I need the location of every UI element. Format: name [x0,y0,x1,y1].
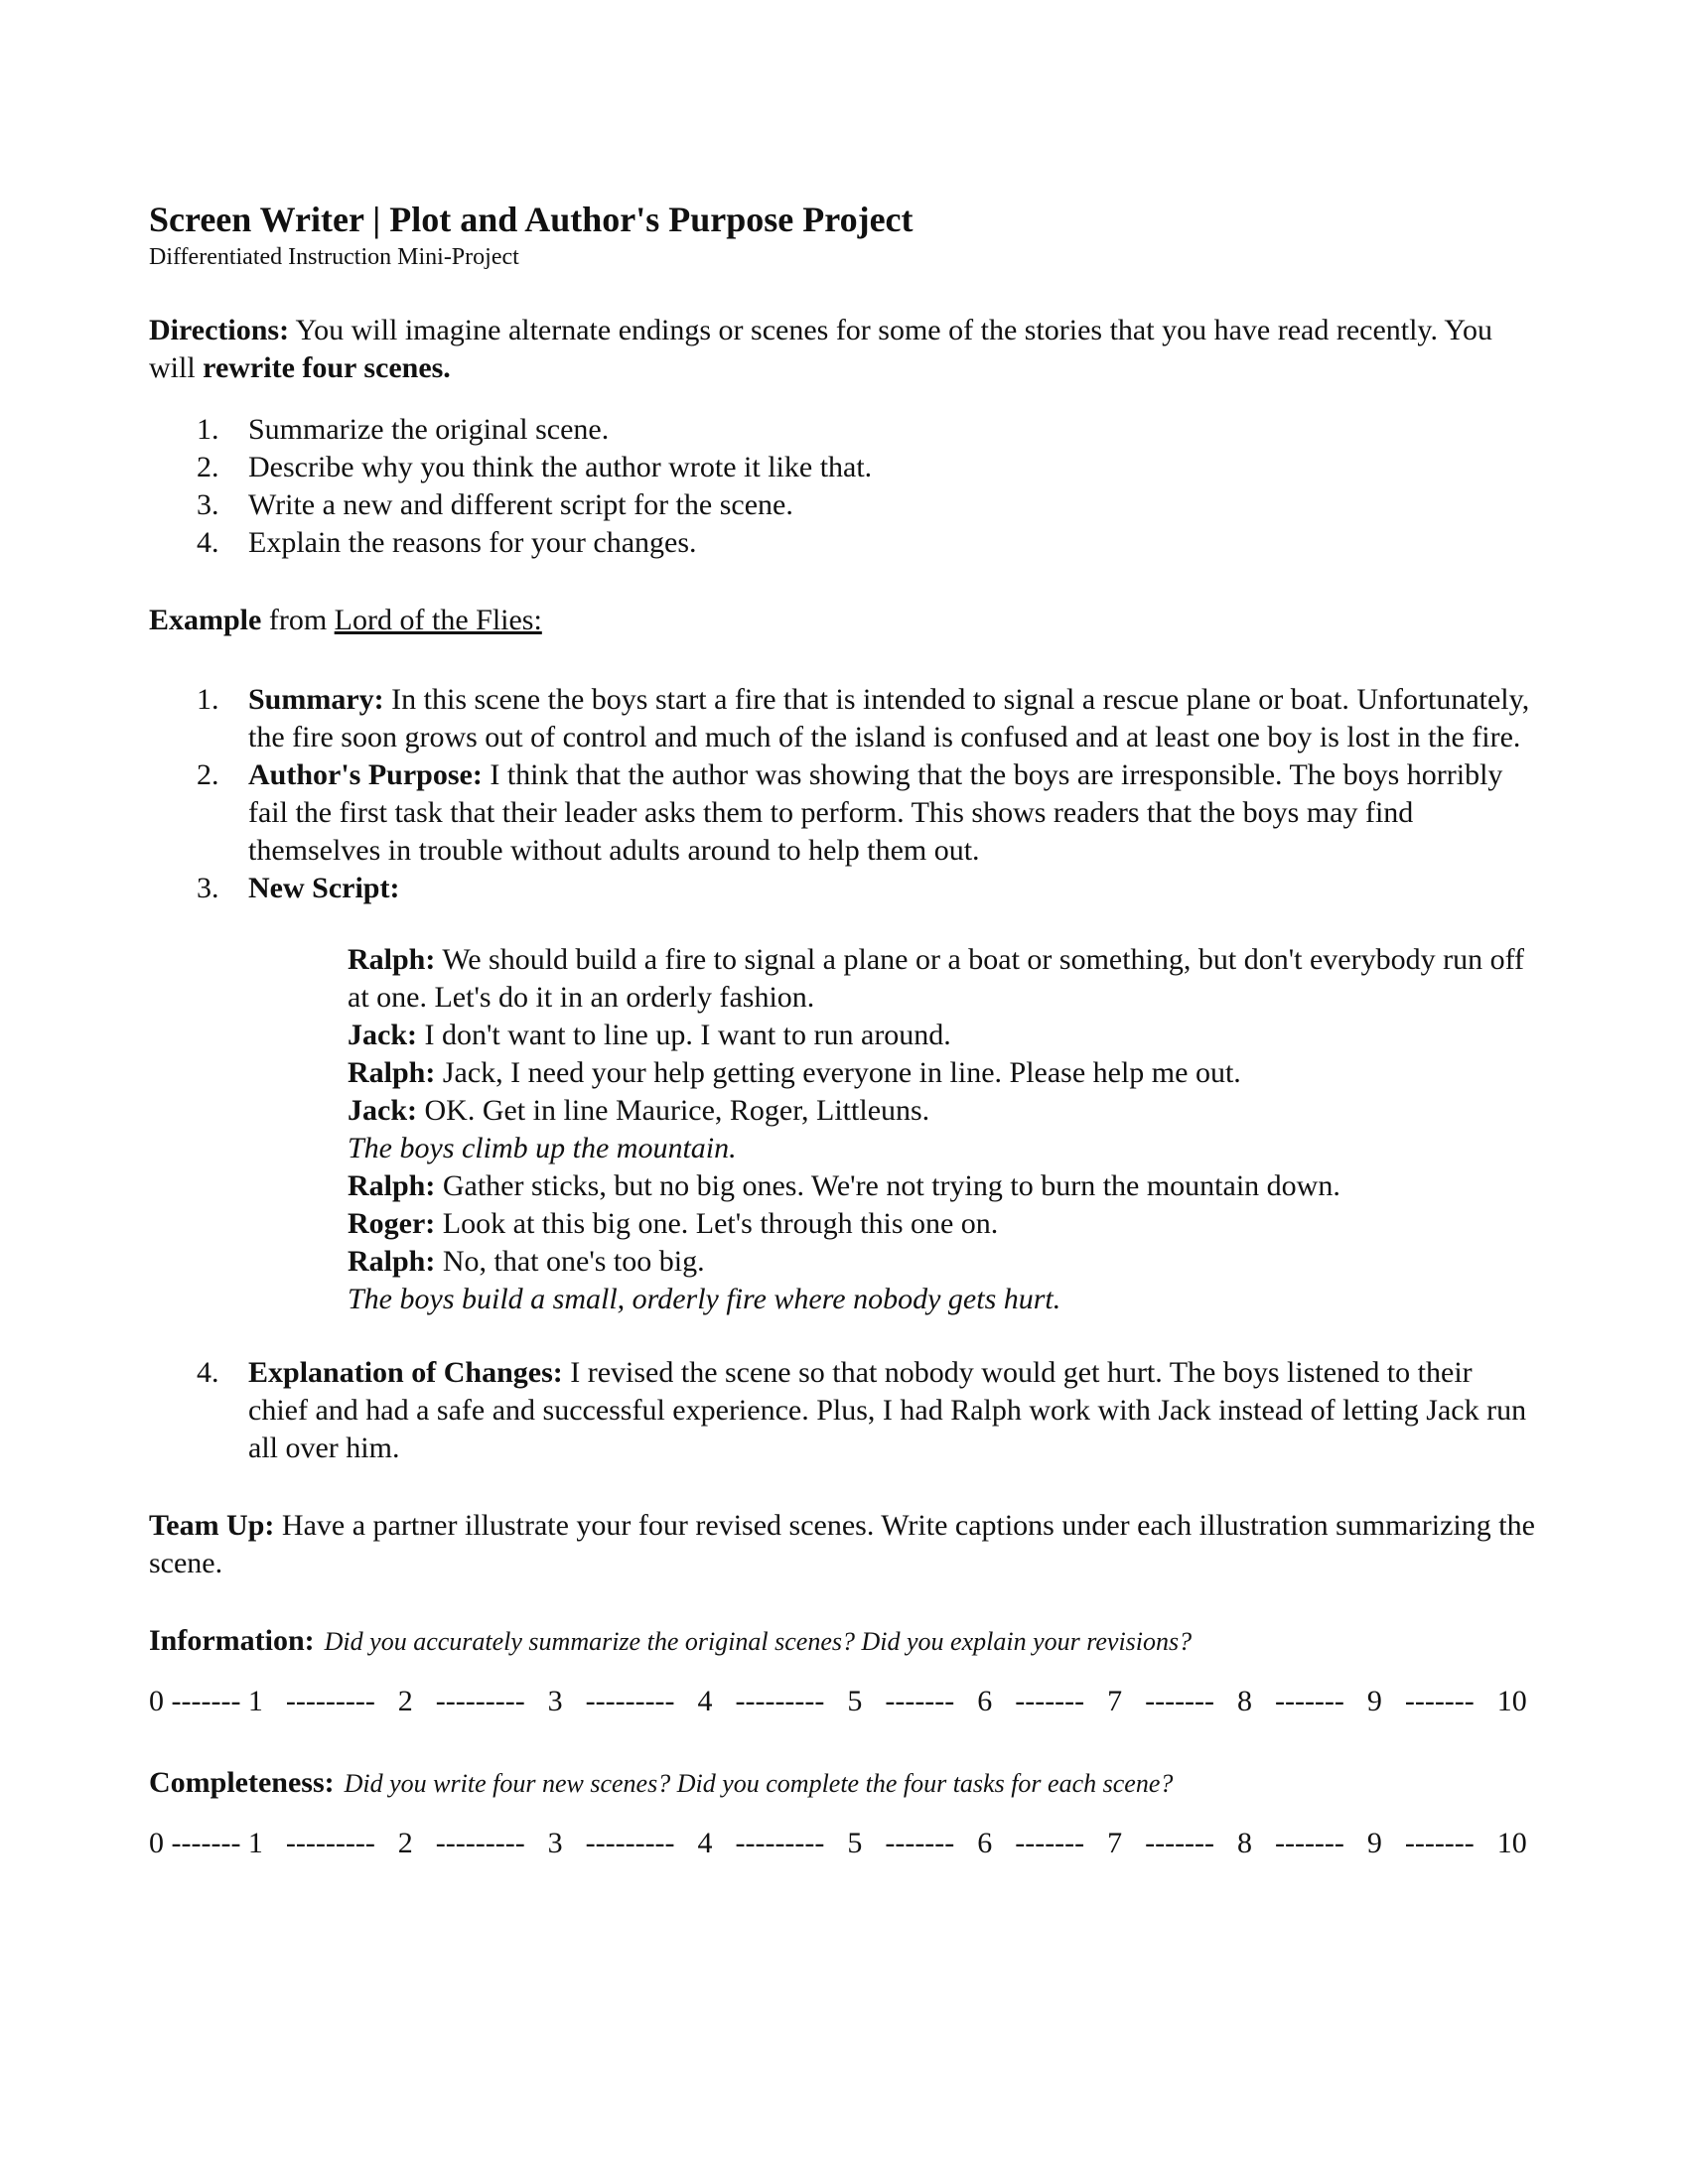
scale-dash: --------- [285,1685,375,1717]
scale-dash: --------- [735,1685,825,1717]
example-number: 4. [197,1356,219,1389]
scale-dash: ------- [1404,1827,1475,1859]
scale-mark: 4 [697,1827,713,1859]
script-speaker: Jack: [348,1094,417,1127]
script-speaker: Jack: [348,1019,417,1051]
rubric-information-scale [149,1683,1527,1720]
scale-mark: 8 [1237,1827,1252,1859]
rubric-label: Information: [149,1624,315,1657]
example-book-title: Lord of the Flies: [334,604,542,636]
scale-mark: 10 [1496,1827,1527,1859]
example-list [149,681,1539,907]
scale-mark: 9 [1366,1685,1382,1717]
script-line [348,1205,1539,1243]
scale-dash: ------- [1015,1685,1085,1717]
script-line [348,1017,1539,1054]
example-number: 1. [197,683,219,716]
script-line [348,941,1539,1017]
scale-mark: 6 [977,1685,993,1717]
scale-mark: 3 [547,1685,563,1717]
scale-dash: ------- [1145,1827,1215,1859]
scale-mark: 6 [977,1827,993,1859]
scale-mark: 8 [1237,1685,1252,1717]
scale-dash: ------- [1145,1685,1215,1717]
team-up-text: Have a partner illustrate your four revised scenes. Write captions under each illustration summarizing the scene. [149,1509,1535,1579]
scale-dash: ------- [885,1827,955,1859]
scale-dash: --------- [585,1685,675,1717]
step-item [149,524,1539,562]
rubric-completeness-scale [149,1825,1527,1862]
script-dialogue: We should build a fire to signal a plane or a boat or something, but don't everybody run off at one. Let's do it in an orderly fashion. [348,943,1525,1014]
directions-text: You will imagine alternate endings or scenes for some of the stories that you have read recently. You will [149,314,1493,384]
script-dialogue: No, that one's too big. [435,1245,705,1278]
scale-dash: ------- [1404,1685,1475,1717]
directions-emphasis: rewrite four scenes. [203,351,451,384]
scale-mark: 3 [547,1827,563,1859]
script-line [348,1092,1539,1130]
scale-mark: 0 ------- 1 [149,1685,263,1717]
scale-dash: ------- [1274,1685,1344,1717]
step-text: Write a new and different script for the scene. [248,488,793,521]
page-subtitle: Differentiated Instruction Mini-Project [149,244,519,270]
example-from: from [261,604,335,636]
example-number: 3. [197,872,219,904]
script-line [348,1167,1539,1205]
stage-direction: The boys build a small, orderly fire where nobody gets hurt. [348,1283,1061,1315]
scale-mark: 0 ------- 1 [149,1827,263,1859]
step-number: 1. [197,413,219,446]
rubric-question: Did you write four new scenes? Did you complete the four tasks for each scene? [344,1769,1174,1798]
example-label: Example [149,604,262,636]
rubric-completeness-title [149,1764,1539,1803]
scale-dash: ------- [1015,1827,1085,1859]
script-speaker: Ralph: [348,1245,436,1278]
directions-steps [149,411,1539,562]
scale-dash: --------- [435,1685,525,1717]
scale-dash: ------- [1274,1827,1344,1859]
scale-dash: --------- [735,1827,825,1859]
rubric-label: Completeness: [149,1766,335,1799]
example-item-label: Summary: [248,683,384,716]
step-text: Describe why you think the author wrote it like that. [248,451,873,483]
example-item-label: New Script: [248,872,400,904]
explanation-text: I revised the scene so that nobody would get hurt. The boys listened to their chief and had a safe and successful experience. Plus, I had Ralph work with Jack instead of letting Jack run all over him. [248,1356,1527,1464]
script-dialogue: Gather sticks, but no big ones. We're not trying to burn the mountain down. [435,1169,1340,1202]
example-item [149,681,1539,756]
example-intro [149,602,1539,639]
script-dialogue: I don't want to line up. I want to run around. [417,1019,951,1051]
scale-mark: 5 [847,1827,863,1859]
step-text: Summarize the original scene. [248,413,610,446]
step-number: 4. [197,526,219,559]
script-line [348,1054,1539,1092]
example-item-text: I think that the author was showing that the boys are irresponsible. The boys horribly fail the first task that their leader asks them to perform. This shows readers that the boys may find themselves in trouble without adults around to help them out. [248,758,1503,867]
script-dialogue: OK. Get in line Maurice, Roger, Littleuns. [417,1094,930,1127]
example-item [149,756,1539,870]
step-item [149,449,1539,486]
directions-paragraph [149,312,1539,387]
scale-mark: 5 [847,1685,863,1717]
scale-dash: --------- [285,1827,375,1859]
scale-mark: 10 [1496,1685,1527,1717]
script-speaker: Roger: [348,1207,436,1240]
explanation-list [149,1354,1539,1467]
step-text: Explain the reasons for your changes. [248,526,697,559]
scale-mark: 9 [1366,1827,1382,1859]
scale-mark: 7 [1107,1827,1123,1859]
example-number: 2. [197,758,219,791]
scale-mark: 7 [1107,1685,1123,1717]
step-item [149,411,1539,449]
new-script [348,941,1539,1318]
scale-mark: 2 [397,1827,413,1859]
scale-dash: ------- [885,1685,955,1717]
example-item [149,1354,1539,1467]
rubric-question: Did you accurately summarize the original scenes? Did you explain your revisions? [324,1627,1193,1656]
script-line [348,1243,1539,1281]
script-speaker: Ralph: [348,1169,436,1202]
rubric-information-title [149,1622,1539,1661]
example-item-text: In this scene the boys start a fire that is intended to signal a rescue plane or boat. Unfortunately, the fire soon grows out of control and much of the island is confused and at least one boy is lost in the fire. [248,683,1530,753]
script-dialogue: Look at this big one. Let's through this one on. [435,1207,999,1240]
step-number: 2. [197,451,219,483]
step-item [149,486,1539,524]
page-title: Screen Writer | Plot and Author's Purpose Project [149,200,914,239]
team-up-label: Team Up: [149,1509,275,1542]
script-speaker: Ralph: [348,1056,436,1089]
script-dialogue: Jack, I need your help getting everyone in line. Please help me out. [435,1056,1241,1089]
explanation-label: Explanation of Changes: [248,1356,563,1389]
scale-dash: --------- [435,1827,525,1859]
example-item [149,870,1539,907]
directions-label: Directions: [149,314,290,346]
stage-direction: The boys climb up the mountain. [348,1132,737,1164]
scale-dash: --------- [585,1827,675,1859]
scale-mark: 2 [397,1685,413,1717]
script-speaker: Ralph: [348,943,436,976]
step-number: 3. [197,488,219,521]
team-up-paragraph [149,1507,1539,1582]
scale-mark: 4 [697,1685,713,1717]
example-item-label: Author's Purpose: [248,758,483,791]
